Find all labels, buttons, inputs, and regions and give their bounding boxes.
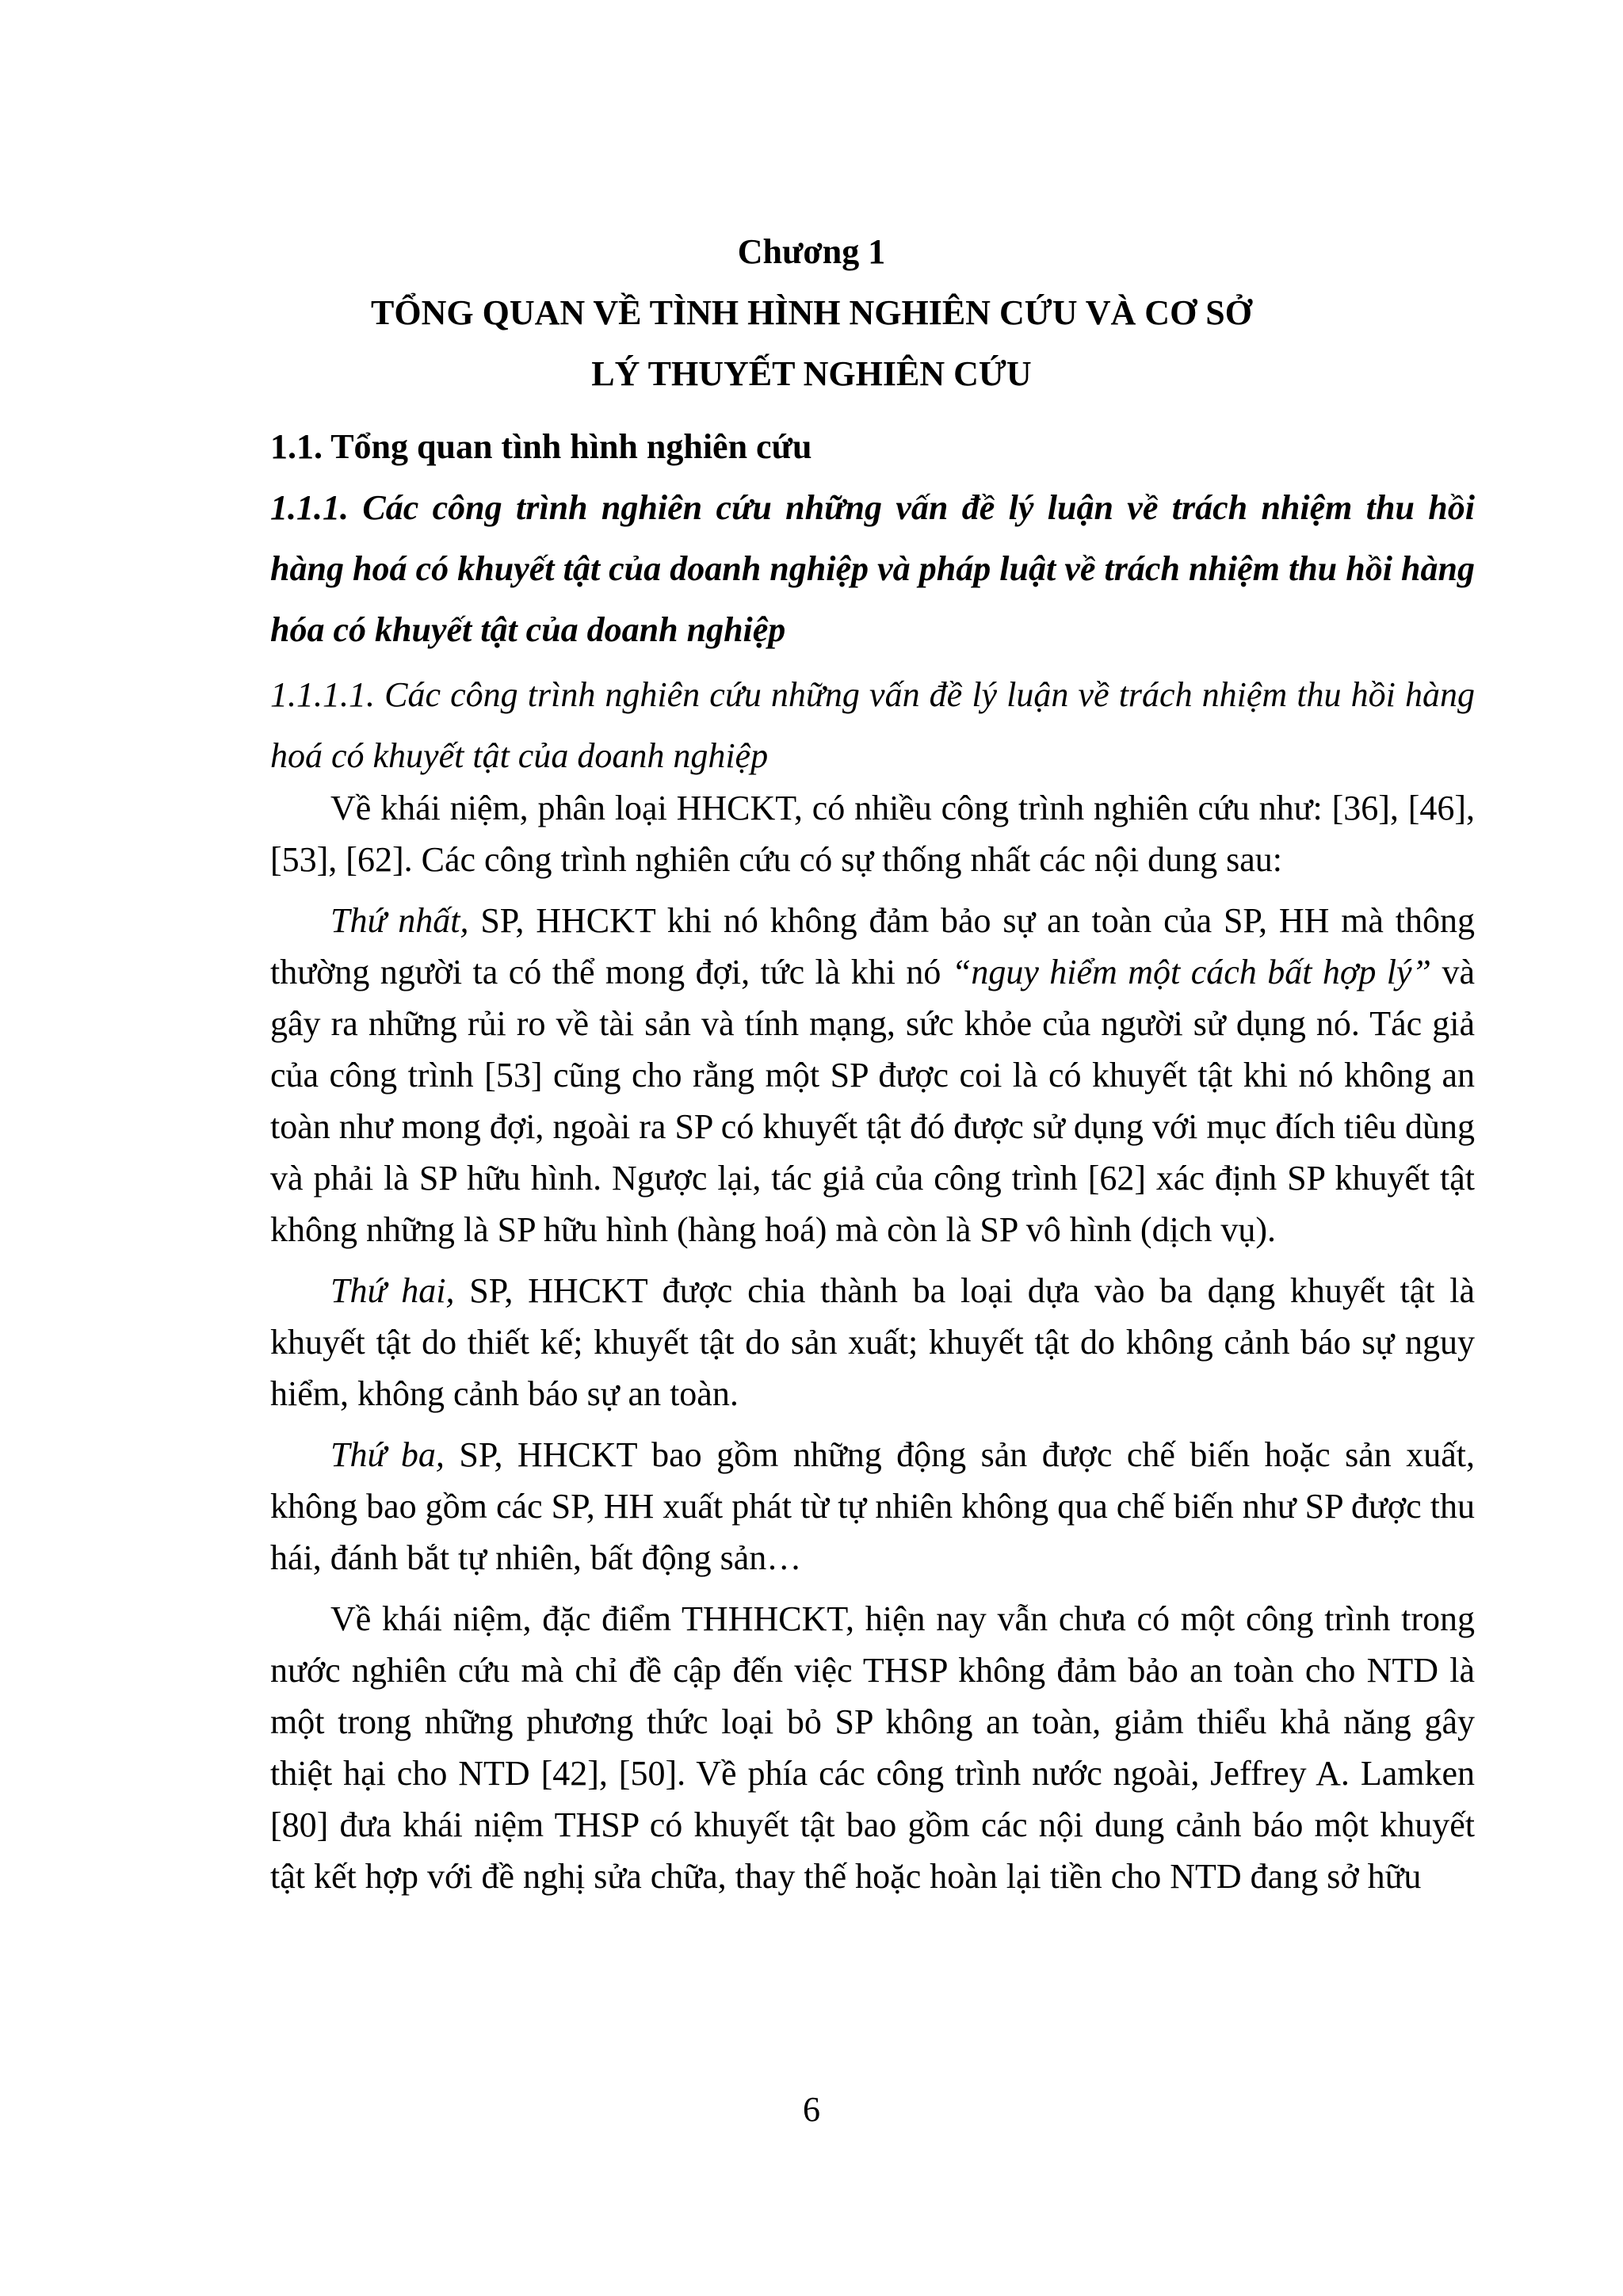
paragraph-2-lead: Thứ nhất, xyxy=(330,901,469,940)
paragraph-4-text: SP, HHCKT bao gồm những động sản được chế biến hoặc sản xuất, không bao gồm các SP, HH xuất phát từ tự nhiên không qua chế biến như SP được thu hái, đánh bắt tự nhiên, bất động sản… xyxy=(270,1435,1475,1577)
section-heading-1-1: 1.1. Tổng quan tình hình nghiên cứu xyxy=(270,427,812,466)
paragraph-3-lead: Thứ hai, xyxy=(330,1271,455,1310)
section-heading-1-1-1-1: 1.1.1.1. Các công trình nghiên cứu những vấn đề lý luận về trách nhiệm thu hồi hàng hoá có khuyết tật của doanh nghiệp xyxy=(270,675,1475,775)
paragraph-4 xyxy=(270,1429,1475,1584)
chapter-title-line-2: LÝ THUYẾT NGHIÊN CỨU xyxy=(591,354,1032,393)
paragraph-3-text: SP, HHCKT được chia thành ba loại dựa vào ba dạng khuyết tật là khuyết tật do thiết kế; khuyết tật do sản xuất; khuyết tật do không cảnh báo sự nguy hiểm, không cảnh báo sự an toàn. xyxy=(270,1271,1475,1413)
body-text xyxy=(270,782,1475,1912)
page-number: 6 xyxy=(803,2090,820,2129)
paragraph-2-text-a: SP, HHCKT khi nó không đảm bảo sự an toàn của SP, HH mà thông thường người ta có thể mong đợi, tức là khi nó xyxy=(270,901,1475,991)
paragraph-2 xyxy=(270,895,1475,1255)
chapter-label: Chương 1 xyxy=(737,232,886,271)
chapter-title-line-1: TỔNG QUAN VỀ TÌNH HÌNH NGHIÊN CỨU VÀ CƠ SỞ xyxy=(371,293,1252,332)
paragraph-2-quote: “nguy hiểm một cách bất hợp lý” xyxy=(951,953,1432,991)
paragraph-1: Về khái niệm, phân loại HHCKT, có nhiều công trình nghiên cứu như: [36], [46], [53], [62]. Các công trình nghiên cứu có sự thống nhất các nội dung sau: xyxy=(270,789,1475,879)
paragraph-2-text-b: và gây ra những rủi ro về tài sản và tính mạng, sức khỏe của người sử dụng nó. Tác giả của công trình [53] cũng cho rằng một SP được coi là có khuyết tật khi nó không an toàn như mong đợi, ngoài ra SP có khuyết tật đó được sử dụng với mục đích tiêu dùng và phải là SP hữu hình. Ngược lại, tác giả của công trình [62] xác định SP khuyết tật không những là SP hữu hình (hàng hoá) mà còn là SP vô hình (dịch vụ). xyxy=(270,953,1476,1249)
paragraph-4-lead: Thứ ba, xyxy=(330,1435,445,1474)
paragraph-5: Về khái niệm, đặc điểm THHHCKT, hiện nay vẫn chưa có một công trình trong nước nghiên cứu mà chỉ đề cập đến việc THSP không đảm bảo an toàn cho NTD là một trong những phương thức loại bỏ SP không an toàn, giảm thiểu khả năng gây thiệt hại cho NTD [42], [50]. Về phía các công trình nước ngoài, Jeffrey A. Lamken [80] đưa khái niệm THSP có khuyết tật bao gồm các nội dung cảnh báo một khuyết tật kết hợp với đề nghị sửa chữa, thay thế hoặc hoàn lại tiền cho NTD đang sở hữu xyxy=(270,1599,1475,1896)
paragraph-3 xyxy=(270,1265,1475,1419)
section-heading-1-1-1: 1.1.1. Các công trình nghiên cứu những vấn đề lý luận về trách nhiệm thu hồi hàng hoá có khuyết tật của doanh nghiệp và pháp luật về trách nhiệm thu hồi hàng hóa có khuyết tật của doanh nghiệp xyxy=(270,488,1475,649)
